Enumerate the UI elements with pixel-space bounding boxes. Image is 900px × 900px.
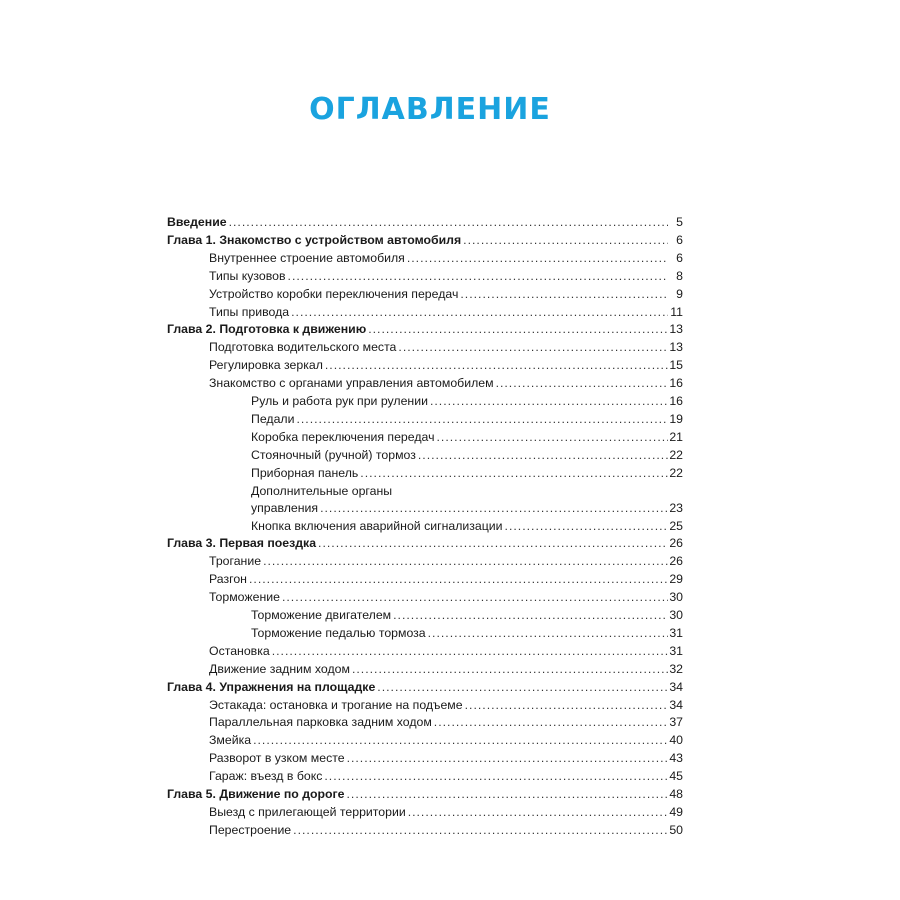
toc-entry-subsection[interactable]	[167, 607, 683, 625]
toc-page-number: 13	[669, 322, 683, 337]
toc-page-number: 22	[669, 465, 683, 480]
toc-dot-leader	[282, 589, 668, 607]
table-of-contents	[167, 214, 683, 840]
toc-dot-leader	[272, 643, 668, 661]
toc-dot-leader	[463, 232, 668, 250]
toc-entry-chapter-5[interactable]	[167, 786, 683, 804]
toc-entry-label: Глава 3. Первая поездка	[167, 536, 317, 551]
toc-entry-label: Глава 2. Подготовка к движению	[167, 322, 367, 337]
toc-page-number: 26	[669, 554, 683, 569]
toc-entry-section[interactable]	[167, 571, 683, 589]
toc-page-number: 5	[676, 215, 683, 229]
toc-page-number: 16	[669, 394, 683, 409]
toc-page-number: 30	[669, 590, 683, 605]
toc-dot-leader	[253, 732, 668, 750]
toc-entry-label: Руль и работа рук при рулении	[251, 394, 428, 409]
toc-entry-subsection[interactable]	[167, 393, 683, 411]
toc-page-number: 45	[669, 769, 683, 784]
toc-entry-label: Глава 5. Движение по дороге	[167, 787, 345, 802]
toc-entry-section[interactable]	[167, 250, 683, 268]
toc-page-number: 26	[669, 536, 683, 551]
toc-entry-label: Торможение двигателем	[251, 608, 392, 623]
toc-entry-label: Стояночный (ручной) тормоз	[251, 447, 416, 462]
toc-entry-label: Разгон	[209, 572, 247, 587]
toc-page-number: 11	[670, 304, 683, 319]
toc-entry-introduction[interactable]	[167, 214, 683, 232]
toc-entry-label: Коробка переключения передач	[251, 429, 435, 444]
toc-dot-leader	[324, 768, 668, 786]
toc-page-number: 25	[669, 518, 683, 533]
toc-dot-leader	[460, 286, 668, 304]
toc-entry-label: Остановка	[209, 643, 270, 658]
toc-entry-section[interactable]	[167, 822, 683, 840]
toc-entry-section[interactable]	[167, 714, 683, 732]
toc-entry-section[interactable]	[167, 804, 683, 822]
toc-page-number: 43	[669, 751, 683, 766]
toc-page-number: 34	[669, 697, 683, 712]
toc-entry-label: Дополнительные органы	[251, 483, 393, 498]
toc-entry-label: Типы кузовов	[209, 268, 286, 283]
toc-entry-label: управления	[251, 500, 319, 515]
toc-entry-label: Торможение педалью тормоза	[251, 625, 426, 640]
toc-page-number: 6	[676, 232, 683, 247]
toc-entry-section[interactable]	[167, 768, 683, 786]
toc-dot-leader	[347, 786, 668, 804]
toc-dot-leader	[293, 822, 668, 840]
toc-entry-chapter-2[interactable]	[167, 321, 683, 339]
toc-page-number: 48	[669, 787, 683, 802]
toc-page-number: 22	[669, 447, 683, 462]
toc-page-number: 6	[676, 250, 683, 265]
toc-entry-chapter-3[interactable]	[167, 535, 683, 553]
toc-entry-label: Педали	[251, 411, 295, 426]
toc-dot-leader	[407, 250, 668, 268]
toc-dot-leader	[296, 411, 668, 429]
toc-entry-label: Устройство коробки переключения передач	[209, 286, 459, 301]
toc-entry-label: Трогание	[209, 554, 262, 569]
toc-dot-leader	[437, 429, 669, 447]
page-title: ОГЛАВЛЕНИЕ	[309, 92, 551, 127]
toc-page-number: 9	[676, 286, 683, 301]
toc-page-number: 50	[669, 822, 683, 837]
toc-entry-label: Знакомство с органами управления автомобилем	[209, 376, 494, 391]
toc-entry-section[interactable]	[167, 661, 683, 679]
toc-dot-leader	[430, 393, 668, 411]
toc-entry-section[interactable]	[167, 268, 683, 286]
toc-dot-leader	[465, 697, 668, 715]
toc-page-number: 49	[669, 805, 683, 819]
toc-dot-leader	[320, 500, 668, 518]
toc-page-number: 32	[669, 661, 683, 676]
toc-page-number: 16	[669, 376, 683, 391]
toc-entry-section[interactable]	[167, 357, 683, 375]
toc-entry-label: Глава 1. Знакомство с устройством автомобиля	[167, 232, 462, 247]
toc-entry-subsection[interactable]	[167, 411, 683, 429]
toc-dot-leader	[496, 375, 668, 393]
toc-dot-leader	[360, 465, 668, 483]
toc-entry-section[interactable]	[167, 375, 683, 393]
toc-page-number: 40	[669, 733, 683, 748]
toc-entry-section[interactable]	[167, 697, 683, 715]
toc-entry-label: Гараж: въезд в бокс	[209, 769, 323, 784]
toc-dot-leader	[249, 571, 668, 589]
toc-entry-subsection[interactable]	[167, 465, 683, 483]
toc-page-number: 15	[669, 358, 683, 373]
toc-dot-leader	[291, 304, 668, 322]
toc-entry-label: Перестроение	[209, 822, 292, 837]
toc-entry-section[interactable]	[167, 339, 683, 357]
toc-entry-subsection[interactable]	[167, 447, 683, 465]
toc-entry-subsection[interactable]	[167, 518, 683, 536]
toc-page-number: 23	[669, 500, 683, 515]
toc-dot-leader	[418, 447, 668, 465]
toc-entry-label: Разворот в узком месте	[209, 751, 345, 766]
toc-entry-section[interactable]	[167, 750, 683, 768]
toc-page-number: 31	[669, 643, 683, 658]
toc-dot-leader	[352, 661, 668, 679]
toc-dot-leader	[368, 321, 668, 339]
toc-entry-section[interactable]	[167, 553, 683, 571]
toc-dot-leader	[288, 268, 668, 286]
toc-page-number: 37	[669, 715, 683, 730]
toc-page-number: 21	[669, 429, 683, 444]
toc-entry-label: Регулировка зеркал	[209, 358, 323, 373]
toc-page-number: 29	[669, 572, 683, 587]
toc-entry-label: Типы привода	[209, 304, 290, 319]
toc-entry-label: Движение задним ходом	[209, 661, 350, 676]
toc-dot-leader	[263, 553, 668, 571]
toc-entry-label: Глава 4. Упражнения на площадке	[167, 679, 376, 694]
toc-entry-label: Торможение	[209, 590, 280, 605]
toc-entry-section[interactable]	[167, 286, 683, 304]
toc-entry-label: Приборная панель	[251, 465, 359, 480]
toc-entry-section[interactable]	[167, 732, 683, 750]
toc-dot-leader	[347, 750, 668, 768]
toc-dot-leader	[325, 357, 668, 375]
toc-entry-section[interactable]	[167, 589, 683, 607]
toc-entry-subsection[interactable]	[167, 625, 683, 643]
toc-page-number: 19	[669, 411, 683, 426]
toc-entry-label: Эстакада: остановка и трогание на подъеме	[209, 697, 463, 712]
toc-entry-chapter-4[interactable]	[167, 679, 683, 697]
toc-dot-leader	[318, 535, 668, 553]
toc-entry-subsection-line-2[interactable]	[167, 500, 683, 518]
toc-entry-section[interactable]	[167, 304, 683, 322]
toc-dot-leader	[377, 679, 668, 697]
toc-dot-leader	[229, 214, 668, 232]
toc-page-number: 13	[669, 340, 683, 355]
toc-dot-leader	[408, 804, 668, 822]
toc-entry-label: Введение	[167, 215, 227, 229]
toc-page-number: 31	[669, 625, 683, 640]
toc-entry-subsection-line-1[interactable]	[167, 483, 683, 500]
toc-entry-label: Змейка	[209, 733, 252, 748]
toc-dot-leader	[393, 607, 668, 625]
toc-page-number: 34	[669, 679, 683, 694]
toc-entry-label: Кнопка включения аварийной сигнализации	[251, 518, 503, 533]
toc-entry-label: Подготовка водительского места	[209, 340, 397, 355]
toc-entry-chapter-1[interactable]	[167, 232, 683, 250]
toc-dot-leader	[428, 625, 668, 643]
toc-entry-label: Параллельная парковка задним ходом	[209, 715, 432, 730]
toc-dot-leader	[505, 518, 668, 536]
toc-entry-subsection[interactable]	[167, 429, 683, 447]
toc-dot-leader	[434, 714, 668, 732]
toc-page-number: 30	[669, 608, 683, 623]
toc-dot-leader	[398, 339, 668, 357]
toc-page-number: 8	[676, 268, 683, 283]
toc-entry-label: Выезд с прилегающей территории	[209, 805, 406, 819]
toc-entry-section[interactable]	[167, 643, 683, 661]
toc-entry-label: Внутреннее строение автомобиля	[209, 250, 405, 265]
